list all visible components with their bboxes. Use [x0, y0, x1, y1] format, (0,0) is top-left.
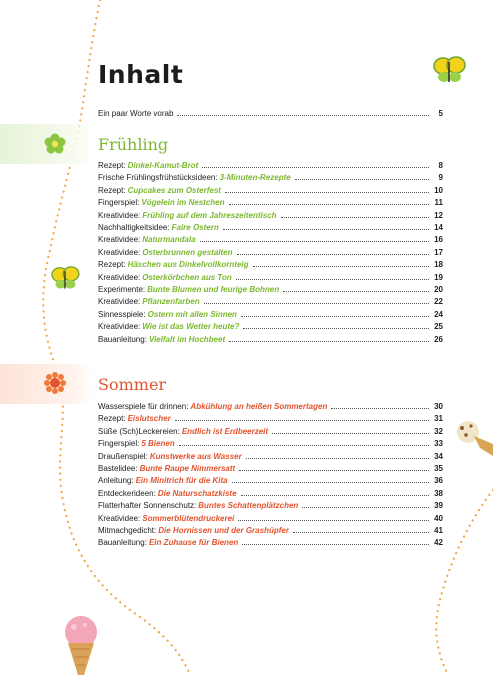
toc-entry-category: Bastelidee: — [98, 464, 138, 474]
dot-leader — [241, 315, 429, 317]
spring-entries — [98, 160, 443, 346]
toc-entry-category: Fingerspiel: — [98, 198, 140, 208]
dot-leader — [179, 444, 429, 446]
toc-entry-title: Abkühlung an heißen Sommertagen — [190, 402, 328, 411]
toc-entry-title: Osterbrunnen gestalten — [142, 247, 233, 257]
dot-leader — [246, 457, 429, 459]
section-heading-summer: Sommer — [98, 375, 167, 394]
toc-entry-title: Vögelein im Nestchen — [141, 198, 225, 208]
toc-entry — [98, 284, 443, 296]
toc-entry-category: Flatterhafter Sonnenschutz: — [98, 501, 197, 511]
toc-entry — [98, 413, 443, 425]
toc-entry — [98, 488, 443, 500]
toc-entry-category: Wasserspiele für drinnen: — [98, 402, 189, 411]
toc-entry-page: 36 — [434, 476, 443, 486]
dot-leader — [225, 191, 429, 193]
toc-entry — [98, 272, 443, 284]
toc-entry-category: Entdeckerideen: — [98, 488, 156, 498]
toc-entry-title: Vielfalt im Hochbeet — [148, 334, 226, 344]
toc-entry-title: Buntes Schattenplätzchen — [198, 501, 299, 511]
dot-leader — [272, 432, 429, 434]
toc-entry-title: Bunte Raupe Nimmersatt — [139, 464, 236, 474]
intro-page: 5 — [438, 109, 443, 118]
toc-entry-page: 30 — [434, 402, 443, 411]
dot-leader — [223, 228, 429, 230]
page-title: Inhalt — [98, 60, 184, 89]
toc-entry — [98, 451, 443, 463]
dot-leader — [239, 469, 429, 471]
toc-entry-title: 3-Minuten-Rezepte — [219, 173, 291, 183]
toc-entry — [98, 537, 443, 549]
toc-entry — [98, 475, 443, 487]
dot-leader — [241, 494, 429, 496]
toc-entry-category: Sinnesspiele: — [98, 309, 146, 319]
toc-entry-category: Kreatividee: — [98, 322, 141, 332]
toc-entry — [98, 309, 443, 321]
toc-entry-category: Anleitung: — [98, 476, 134, 486]
toc-entry-title: Eislutscher — [127, 414, 171, 424]
intro-entry — [98, 108, 443, 120]
toc-entry-page: 22 — [434, 297, 443, 307]
toc-entry-category: Nachhaltigkeitsidee: — [98, 223, 170, 233]
toc-entry-title: 5 Bienen — [141, 439, 175, 449]
toc-entry-category: Kreatividee: — [98, 235, 141, 245]
toc-entry-page: 38 — [434, 488, 443, 498]
toc-entry — [98, 500, 443, 512]
toc-entry-category: Kreatividee: — [98, 272, 141, 282]
toc-entry-page: 26 — [434, 334, 443, 344]
toc-entry-page: 11 — [434, 198, 443, 208]
toc-entry-page: 14 — [434, 223, 443, 233]
butterfly-icon — [50, 266, 80, 292]
dot-leader — [229, 340, 429, 342]
toc-entry-category: Frische Frühlingsfrühstücksideen: — [98, 173, 218, 183]
toc-entry — [98, 247, 443, 259]
toc-entry — [98, 401, 443, 413]
toc-entry-category: Fingerspiel: — [98, 439, 140, 449]
toc-entry-page: 12 — [434, 210, 443, 220]
toc-entry-title: Frühling auf dem Jahreszeitentisch — [142, 210, 277, 220]
toc-entry-page: 40 — [434, 513, 443, 523]
toc-entry-category: Rezept: — [98, 185, 126, 195]
toc-entry-page: 10 — [434, 185, 443, 195]
orange-sun-flower-icon — [44, 372, 66, 394]
toc-entry-title: Ein Zuhause für Bienen — [148, 538, 239, 548]
toc-entry-category: Rezept: — [98, 161, 126, 170]
toc-entry-page: 35 — [434, 464, 443, 474]
toc-entry-title: Wie ist das Wetter heute? — [142, 322, 240, 332]
dot-leader — [302, 506, 429, 508]
dot-leader — [238, 519, 429, 521]
intro-label: Ein paar Worte vorab — [98, 109, 174, 118]
dot-leader — [177, 114, 429, 116]
toc-entry-category: Rezept: — [98, 414, 126, 424]
toc-entry-category: Kreatividee: — [98, 210, 141, 220]
toc-entry-category: Draußenspiel: — [98, 451, 148, 461]
dot-leader — [175, 419, 429, 421]
dot-leader — [236, 278, 429, 280]
toc-entry-page: 41 — [434, 526, 443, 536]
toc-entry-title: Ein Minitrich für die Kita — [135, 476, 228, 486]
dot-leader — [204, 302, 429, 304]
toc-entry-title: Häschen aus Dinkelvollkornteig — [127, 260, 249, 270]
toc-entry — [98, 172, 443, 184]
toc-entry-page: 33 — [434, 439, 443, 449]
dot-leader — [200, 240, 429, 242]
toc-entry-category: Experimente: — [98, 285, 146, 295]
toc-entry-title: Endlich ist Erdbeerzeit — [181, 426, 269, 436]
ice-cream-icon — [60, 615, 102, 675]
toc-entry — [98, 463, 443, 475]
toc-entry-category: Bauanleitung: — [98, 334, 147, 344]
toc-entry — [98, 296, 443, 308]
toc-entry-page: 31 — [434, 414, 443, 424]
toc-entry — [98, 160, 443, 172]
toc-entry-category: Kreatividee: — [98, 247, 141, 257]
toc-entry-category: Mitmachgedicht: — [98, 526, 157, 536]
toc-entry-page: 42 — [434, 538, 443, 548]
toc-entry-title: Dinkel-Kamut-Brot — [127, 161, 199, 170]
toc-entry-category: Rezept: — [98, 260, 126, 270]
toc-entry-title: Pflanzenfarben — [142, 297, 200, 307]
dot-leader — [295, 178, 429, 180]
dot-leader — [253, 265, 429, 267]
toc-entry-page: 25 — [434, 322, 443, 332]
dot-leader — [293, 531, 429, 533]
toc-entry-category: Bauanleitung: — [98, 538, 147, 548]
toc-entry-page: 20 — [434, 285, 443, 295]
toc-entry-title: Osterkörbchen aus Ton — [142, 272, 232, 282]
toc-entry-title: Die Naturschatzkiste — [157, 488, 237, 498]
toc-entry — [98, 513, 443, 525]
dot-leader — [281, 216, 430, 218]
toc-entry — [98, 438, 443, 450]
dot-leader — [229, 203, 430, 205]
dot-leader — [242, 543, 429, 545]
toc-entry — [98, 334, 443, 346]
toc-entry-title: Cupcakes zum Osterfest — [127, 185, 221, 195]
dot-leader — [283, 290, 429, 292]
dot-leader — [232, 481, 429, 483]
toc-entry-title: Naturmandala — [142, 235, 196, 245]
toc-entry-title: Bunte Blumen und feurige Bohnen — [147, 285, 280, 295]
toc-entry-page: 17 — [434, 247, 443, 257]
toc-entry — [98, 234, 443, 246]
toc-entry — [98, 210, 443, 222]
toc-entry-page: 34 — [434, 451, 443, 461]
toc-entry — [98, 259, 443, 271]
dot-leader — [202, 166, 429, 168]
toc-entry — [98, 426, 443, 438]
toc-entry-category: Kreatividee: — [98, 513, 141, 523]
dot-leader — [331, 407, 429, 409]
toc-entry-title: Sommerblütendruckerei — [142, 513, 235, 523]
toc-entry — [98, 185, 443, 197]
summer-entries — [98, 401, 443, 550]
ice-cream-icon — [452, 418, 493, 460]
toc-entry-page: 19 — [434, 272, 443, 282]
green-flower-icon — [44, 133, 66, 155]
toc-entry-title: Ostern mit allen Sinnen — [147, 309, 237, 319]
toc-entry-page: 32 — [434, 426, 443, 436]
toc-entry-page: 9 — [438, 173, 443, 183]
toc-entry-page: 39 — [434, 501, 443, 511]
toc-entry — [98, 222, 443, 234]
toc-entry-page: 8 — [438, 161, 443, 170]
section-heading-spring: Frühling — [98, 135, 169, 154]
toc-entry-title: Die Hornissen und der Grashüpfer — [158, 526, 289, 536]
dot-leader — [237, 253, 430, 255]
toc-entry-title: Kunstwerke aus Wasser — [149, 451, 242, 461]
butterfly-icon — [432, 56, 466, 86]
toc-entry — [98, 321, 443, 333]
toc-entry-category: Süße (Sch)Leckereien: — [98, 426, 180, 436]
toc-entry-page: 24 — [434, 309, 443, 319]
toc-entry-category: Kreatividee: — [98, 297, 141, 307]
toc-entry — [98, 197, 443, 209]
toc-entry — [98, 525, 443, 537]
dot-leader — [243, 327, 429, 329]
toc-entry-page: 16 — [434, 235, 443, 245]
toc-entry-title: Faire Ostern — [171, 223, 219, 233]
toc-entry-page: 18 — [434, 260, 443, 270]
